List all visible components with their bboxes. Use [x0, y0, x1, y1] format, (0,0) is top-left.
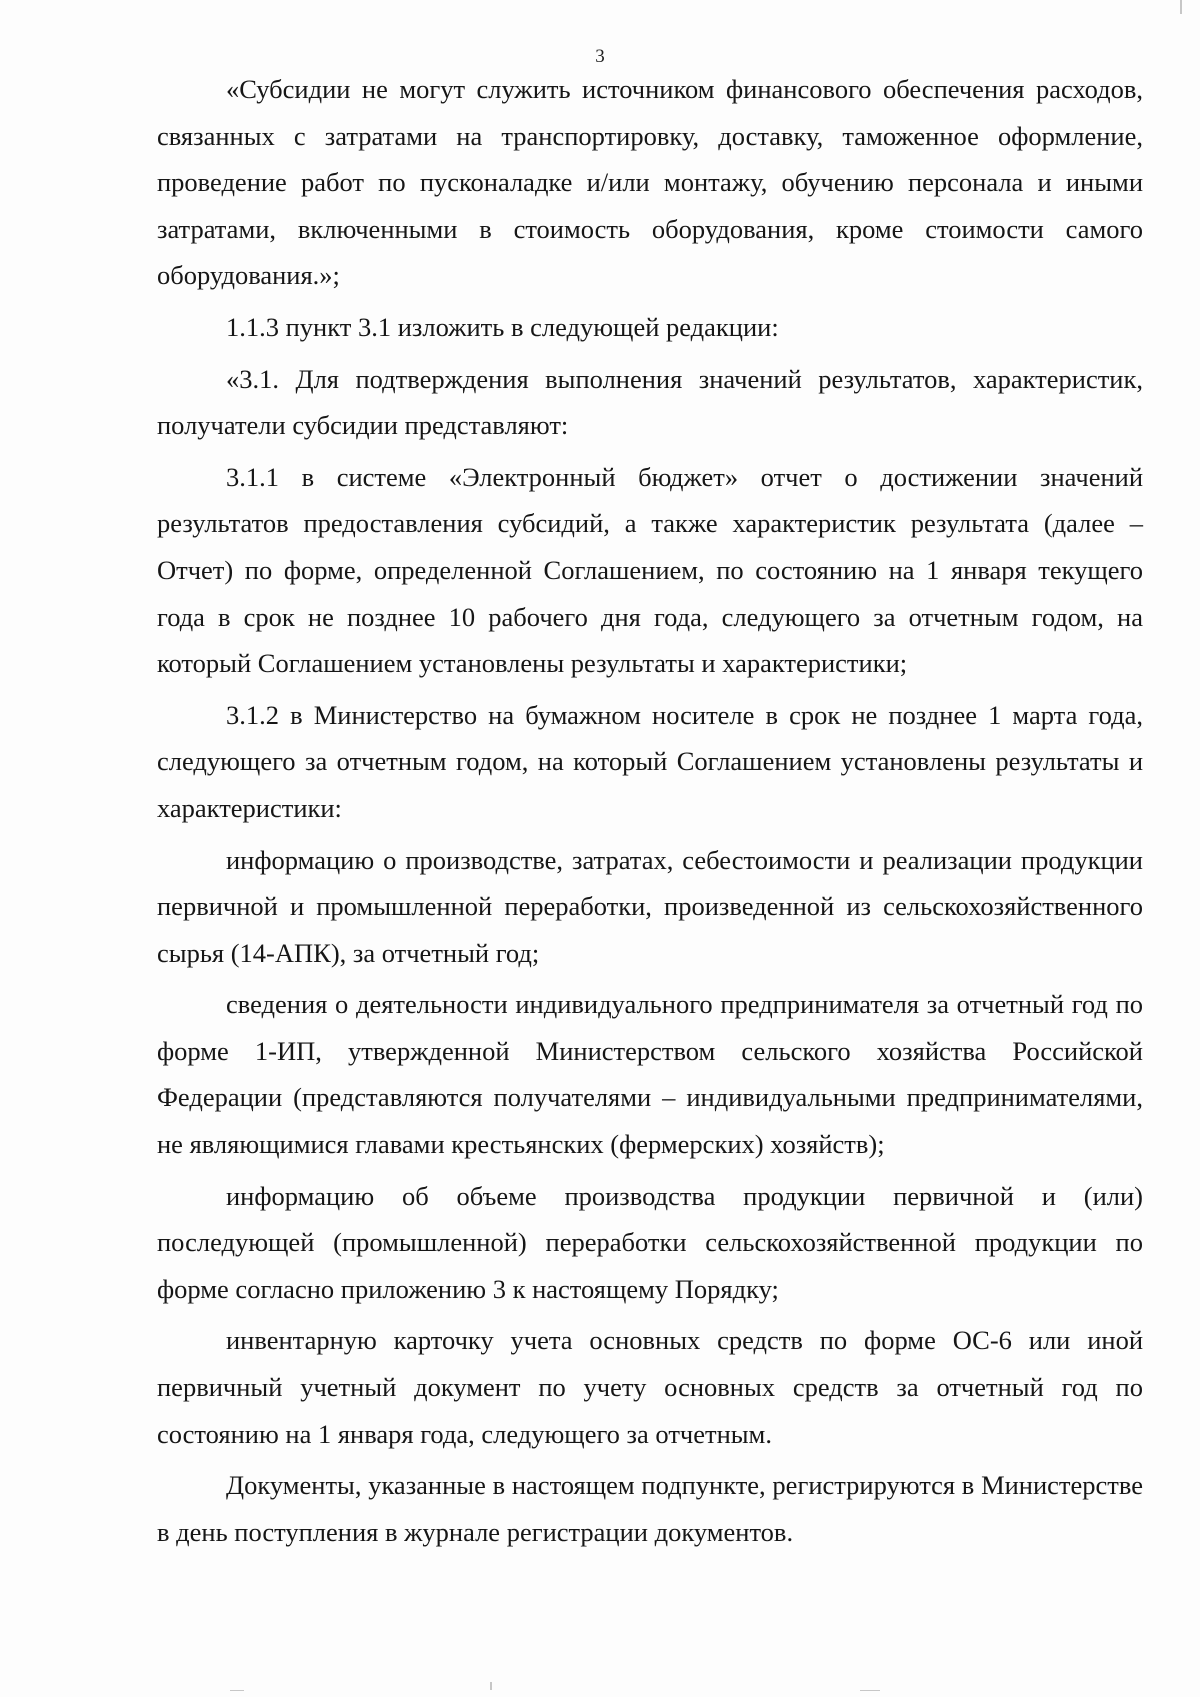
paragraph-clause-3-1: «3.1. Для подтверждения выполнения значений результатов, характеристик, получатели субсидии представляют:: [157, 363, 1143, 441]
paragraph-registration: Документы, указанные в настоящем подпункте, регистрируются в Министерстве в день поступления в журнале регистрации документов.: [157, 1470, 1143, 1547]
paragraph-subsidy-restriction: «Субсидии не могут служить источником финансового обеспечения расходов, связанных с затратами на транспортировку, доставку, таможенное оформление, проведение работ по пусконаладке и/или монтажу, обучению персонала и иными затратами, включенными в стоимость оборудования, кроме стоимости самого оборудования.»;: [157, 74, 1143, 291]
list-item-production-volume: информацию об объеме производства продукции первичной и (или) последующей (промышленной) переработки сельскохозяйственной продукции по форме согласно приложению 3 к настоящему Порядку;: [157, 1180, 1143, 1304]
list-item-inventory-card: инвентарную карточку учета основных средств по форме ОС-6 или иной первичный учетный документ по учету основных средств за отчетный год по состоянию на 1 января года, следующего за отчетным.: [157, 1325, 1143, 1449]
paragraph-clause-3-1-2: 3.1.2 в Министерство на бумажном носителе в срок не позднее 1 марта года, следующего за отчетным годом, на который Соглашением установлены результаты и характеристики:: [157, 699, 1143, 823]
list-item-production-info: информацию о производстве, затратах, себестоимости и реализации продукции первичной и промышленной переработки, произведенной из сельскохозяйственного сырья (14-АПК), за отчетный год;: [157, 844, 1143, 968]
document-body: [157, 66, 1143, 1560]
page-number: 3: [595, 46, 605, 67]
list-item-entrepreneur-report: сведения о деятельности индивидуального предпринимателя за отчетный год по форме 1-ИП, утвержденной Министерством сельского хозяйства Российской Федерации (представляются получателями – индивидуальными предпринимателями, не являющимися главами крестьянских (фермерских) хозяйств);: [157, 989, 1143, 1160]
scan-mark: [860, 1690, 880, 1691]
scan-mark: [490, 1682, 492, 1690]
scan-mark: [1180, 0, 1182, 14]
paragraph-amendment-1-1-3: 1.1.3 пункт 3.1 изложить в следующей редакции:: [226, 311, 779, 342]
scan-mark: [230, 1690, 244, 1691]
paragraph-clause-3-1-1: 3.1.1 в системе «Электронный бюджет» отчет о достижении значений результатов предоставления субсидий, а также характеристик результата (далее – Отчет) по форме, определенной Соглашением, по состоянию на 1 января текущего года в срок не позднее 10 рабочего дня года, следующего за отчетным годом, на который Соглашением установлены результаты и характеристики;: [157, 461, 1143, 679]
